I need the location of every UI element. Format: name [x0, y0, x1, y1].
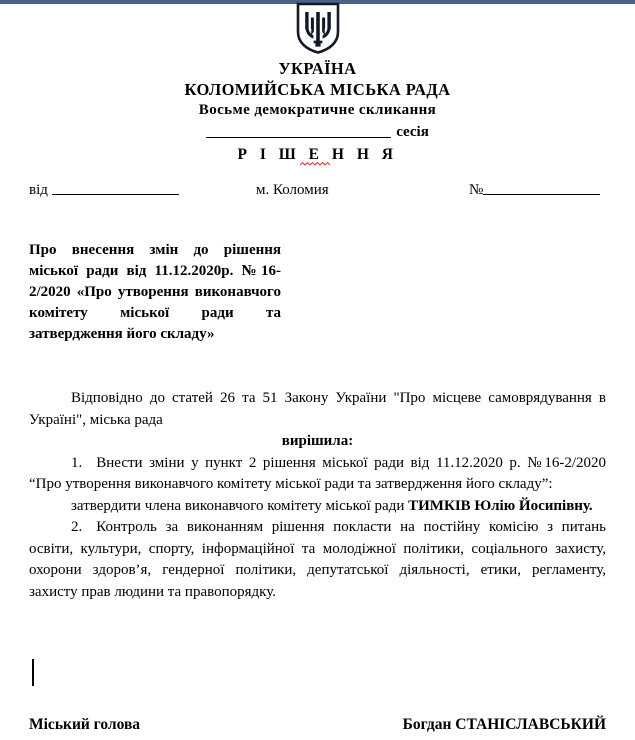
spellcheck-squiggle-icon: [300, 162, 330, 166]
city-label: м. Коломия: [256, 182, 329, 198]
header-council: КОЛОМИЙСЬКА МІСЬКА РАДА: [184, 80, 451, 99]
clause-2-marker: 2.: [71, 519, 83, 535]
document-subject: Про внесення змін до рішення міської ради від 11.12.2020р. №16-2/2020 «Про утворення виконавчого комітету міської ради та затвердження його складу»: [29, 242, 281, 342]
session-label: сесія: [396, 124, 429, 140]
date-field-group: [29, 180, 179, 200]
clause-1-text: Внести зміни у пункт 2 рішення міської ради від 11.12.2020 р. №16-2/2020 “Про утворення виконавчого комітету міської ради та затвердження його складу”:: [29, 454, 606, 492]
date-label: від: [29, 182, 48, 198]
clause-1-subclause: [29, 496, 606, 518]
document-header: [0, 58, 635, 166]
signatory-name: Богдан СТАНІСЛАВСЬКИЙ: [402, 716, 606, 733]
header-convocation: Восьме демократичне скликання: [198, 102, 437, 118]
subclause-prefix: затвердити члена виконавчого комітету міської ради: [71, 497, 409, 514]
clause-2-text: Контроль за виконанням рішення покласти на постійну комісію з питань освіти, культури, спорту, інформаційної та молодіжної політики, соціального захисту, охорони здоров’я, гендерної політики, депутатської діяльності, етики, регламенту, захисту прав людини та правопорядку.: [29, 519, 606, 600]
decision-word-text: Р І Ш Е Н Н Я: [237, 146, 398, 163]
header-country: УКРАЇНА: [278, 59, 357, 78]
number-label: №: [469, 182, 484, 198]
document-body: [29, 388, 606, 603]
signatory-position: Міський голова: [29, 716, 141, 733]
tryzub-icon: [296, 2, 340, 54]
appointee-name: ТИМКІВ Юлію Йосипівну.: [408, 497, 593, 514]
resolve-word: вирішила:: [281, 433, 354, 449]
number-input-blank[interactable]: [483, 182, 600, 195]
decision-word: [238, 144, 398, 166]
number-field-group: [469, 180, 600, 200]
clause-1-marker: 1.: [71, 454, 83, 471]
text-cursor-caret: [32, 659, 34, 686]
clause-1: [29, 453, 606, 496]
clause-2: [29, 517, 606, 603]
session-row: [0, 121, 635, 143]
ukraine-coat-of-arms-icon: [0, 2, 635, 54]
session-number-blank[interactable]: [206, 124, 391, 138]
date-input-blank[interactable]: [52, 182, 179, 195]
preamble-paragraph: Відповідно до статей 26 та 51 Закону України "Про місцеве самоврядування в Україні", міська рада: [29, 390, 606, 428]
